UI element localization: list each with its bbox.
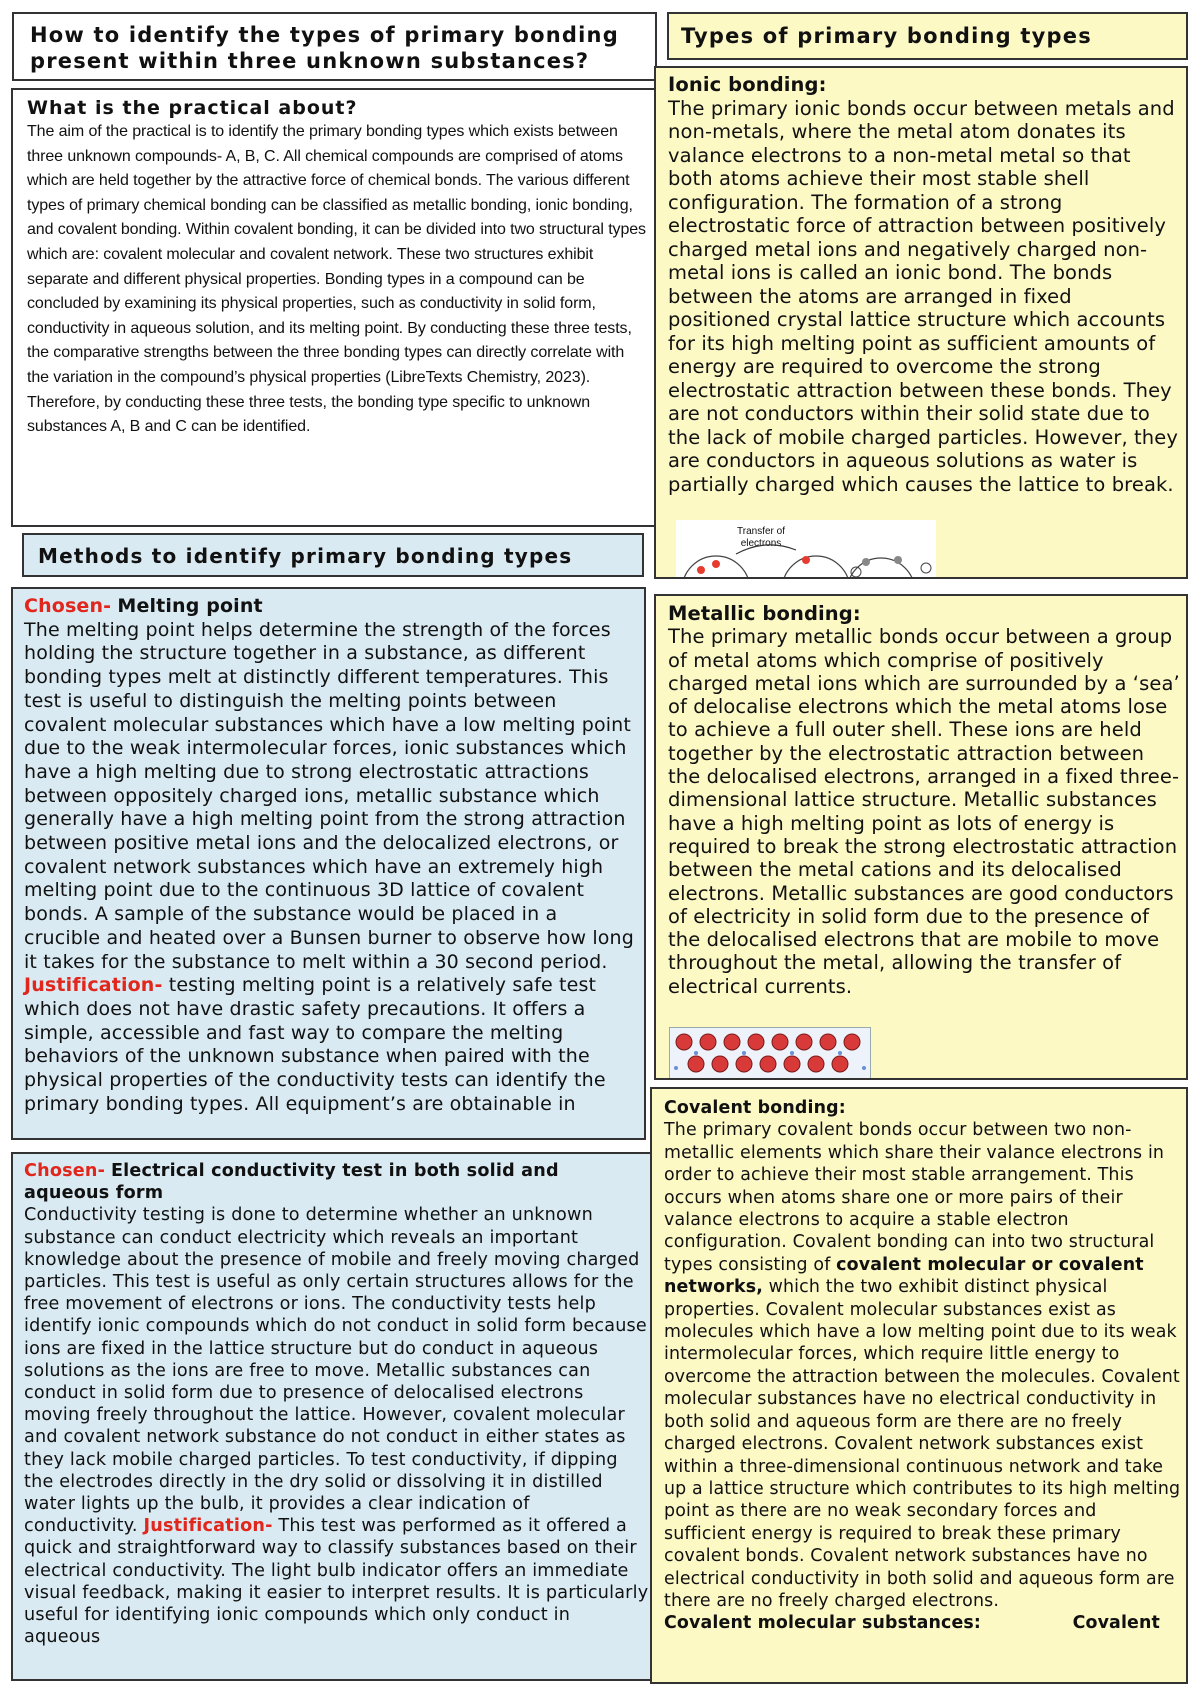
metallic-bonding-box (654, 594, 1188, 1080)
covalent-bonding-box (650, 1087, 1188, 1684)
conductivity-body: Conductivity testing is done to determine whether an unknown substance can conduct electricity which reveals an important knowledge about the presence of mobile and freely moving charged particles. This test is useful as only certain structures allows for the free movement of electrons or ions. The conductivity tests help identify ionic compounds which do not conduct in solid form because ions are fixed in the lattice structure but do conduct in aqueous solutions as the ions are free to move. Metallic substances can conduct in solid form due to presence of delocalised electrons moving freely throughout the lattice. However, covalent molecular and covalent network substance do not conduct in either states as they lack mobile charged particles. To test conductivity, if dipping the electrodes directly in the dry solid or dissolving it in distilled water lights up the bulb, it provides a clear indication of conductivity. (24, 1205, 647, 1537)
ionic-text (668, 73, 1180, 496)
ionic-body: The primary ionic bonds occur between metals and non-metals, where the metal atom donates its valance electrons to a non-metal metal so that both atoms achieve their most stable shell configuration. The formation of a strong electrostatic force of attraction between positively charged metal ions and negatively charged non-metal ions is called an ionic bond. The bonds between the atoms are arranged in fixed positioned crystal lattice structure which accounts for its high melting point as sufficient amounts of energy are required to overcome the strong electrostatic attraction between these bonds. They are not conductors within their solid state due to the lack of mobile charged particles. However, they are conductors in aqueous solutions as water is partially charged which causes the lattice to break. (668, 96, 1178, 496)
melting-point-text (24, 595, 636, 1116)
covalent-footer-left: Covalent molecular substances: (664, 1613, 981, 1634)
metallic-lattice-drawing (670, 1028, 870, 1078)
metallic-lattice-diagram (669, 1027, 871, 1079)
melting-body: The melting point helps determine the strength of the forces holding the structure together in a substance, as different bonding types melt at distinctly different temperatures. This test is useful to distinguish the melting points between covalent molecular substances which have a low melting point due to the weak intermolecular forces, ionic substances which have a high melting due to strong electrostatic attractions between oppositely charged ions, metallic substance which generally have a high melting point from the strong attraction between positive metal ions and the delocalized electrons, or covalent network substances which have an extremely high melting point due to the continuous 3D lattice of covalent bonds. A sample of the substance would be placed in a crucible and heated over a Bunsen burner to observe how long it takes for the substance to melt within a 30 second period. (24, 618, 634, 973)
ionic-bonding-box (654, 66, 1188, 579)
covalent-footer (664, 1612, 1182, 1634)
melting-justification: testing melting point is a relatively safe test which does not have drastic safety precautions. It offers a simple, accessible and fast way to compare the melting behaviors of the unknown substance when paired with the physical properties of the conductivity tests can identify the primary bonding types. All equipment’s are obtainable in (24, 974, 606, 1115)
covalent-footer-right: Covalent (1072, 1613, 1160, 1634)
metallic-heading: Metallic bonding: (668, 602, 861, 625)
conductivity-text (24, 1160, 649, 1648)
practical-heading: What is the practical about? (27, 97, 358, 119)
conductivity-box (11, 1152, 659, 1681)
metallic-body: The primary metallic bonds occur between a group of metal atoms which comprise of positively charged metal ions which are surrounded by a ‘sea’ of delocalise electrons which the metal atoms lose to achieve a full outer shell. These ions are held together by the electrostatic attraction between the delocalised electrons, arranged in a fixed three-dimensional lattice structure. Metallic substances have a high melting point as lots of energy is required to break the strong electrostatic attraction between the metal cations and its delocalised electrons. Metallic substances are good conductors of electricity in solid form due to the presence of the delocalised electrons that are mobile to move throughout the metal, allowing the transfer of electrical currents. (668, 625, 1180, 998)
methods-title: Methods to identify primary bonding types (38, 544, 573, 568)
page-title: How to identify the types of primary bonding present within three unknown substances? (30, 23, 619, 73)
conductivity-chosen-label: Chosen- (24, 1161, 106, 1181)
covalent-body-2: which the two exhibit distinct physical properties. Covalent molecular substances exist as molecules which have a low melting point due to its weak intermolecular forces, which require little energy to overcome the attraction between the molecules. Covalent molecular substances have no electrical conductivity in both solid and aqueous form are there are no freely charged electrons. Covalent network substances exist within a three-dimensional continuous network and take up a lattice structure which contributes to its high melting point as there are no weak secondary forces and sufficient energy is required to break these primary covalent bonds. Covalent network substances have no electrical conductivity in both solid and aqueous form are there are no freely charged electrons. (664, 1277, 1181, 1611)
melting-chosen-label: Chosen- (24, 595, 112, 617)
practical-body: The aim of the practical is to identify the primary bonding types which exists between three unknown compounds- A, B, C. All chemical compounds are comprised of atoms which are held together by the attractive force of chemical bonds. The various different types of primary chemical bonding can be classified as metallic bonding, ionic bonding, and covalent bonding. Within covalent bonding, it can be divided into two structural types which are: covalent molecular and covalent network. These two structures exhibit separate and different physical properties. Bonding types in a compound can be concluded by examining its physical properties, such as conductivity in solid form, conductivity in aqueous solution, and its melting point. By conducting these three tests, the comparative strengths between the three bonding types can directly correlate with the variation in the compound’s physical properties (LibreTexts Chemistry, 2023). Therefore, by conducting these three tests, the bonding type specific to unknown substances A, B and C can be identified. (27, 123, 646, 436)
covalent-bold-types: covalent molecular or covalent networks, (664, 1254, 1144, 1298)
ionic-diagram-label: Transfer of electrons (737, 526, 785, 549)
metallic-text (668, 602, 1180, 998)
ionic-diagram-drawing (676, 520, 936, 579)
covalent-body-1: The primary covalent bonds occur between two non-metallic elements which share their valance electrons in order to achieve their most stable arrangement. This occurs when atoms share one or more pairs of their valance electrons to acquire a stable electron configuration. Covalent bonding can into two structural types consisting of (664, 1120, 1165, 1275)
covalent-text (664, 1097, 1182, 1612)
methods-title-box (22, 533, 644, 577)
main-title-box (12, 12, 657, 81)
covalent-heading: Covalent bonding: (664, 1098, 846, 1118)
conductivity-heading: Electrical conductivity test in both solid and aqueous form (24, 1161, 559, 1204)
melting-point-box (11, 587, 646, 1140)
conductivity-justification-label: Justification- (143, 1516, 273, 1537)
melting-justification-label: Justification- (24, 974, 163, 997)
ionic-diagram (676, 520, 936, 579)
conductivity-justification: This test was performed as it offered a quick and straightforward way to classify substances based on their electrical conductivity. The light bulb indicator offers an immediate visual feedback, making it easier to interpret results. It is particularly useful for identifying ionic compounds which only conduct in aqueous (24, 1516, 649, 1648)
melting-heading: Melting point (117, 595, 263, 617)
ionic-heading: Ionic bonding: (668, 73, 827, 96)
types-title: Types of primary bonding types (681, 24, 1092, 48)
practical-box (11, 88, 658, 527)
types-title-box (667, 12, 1188, 60)
